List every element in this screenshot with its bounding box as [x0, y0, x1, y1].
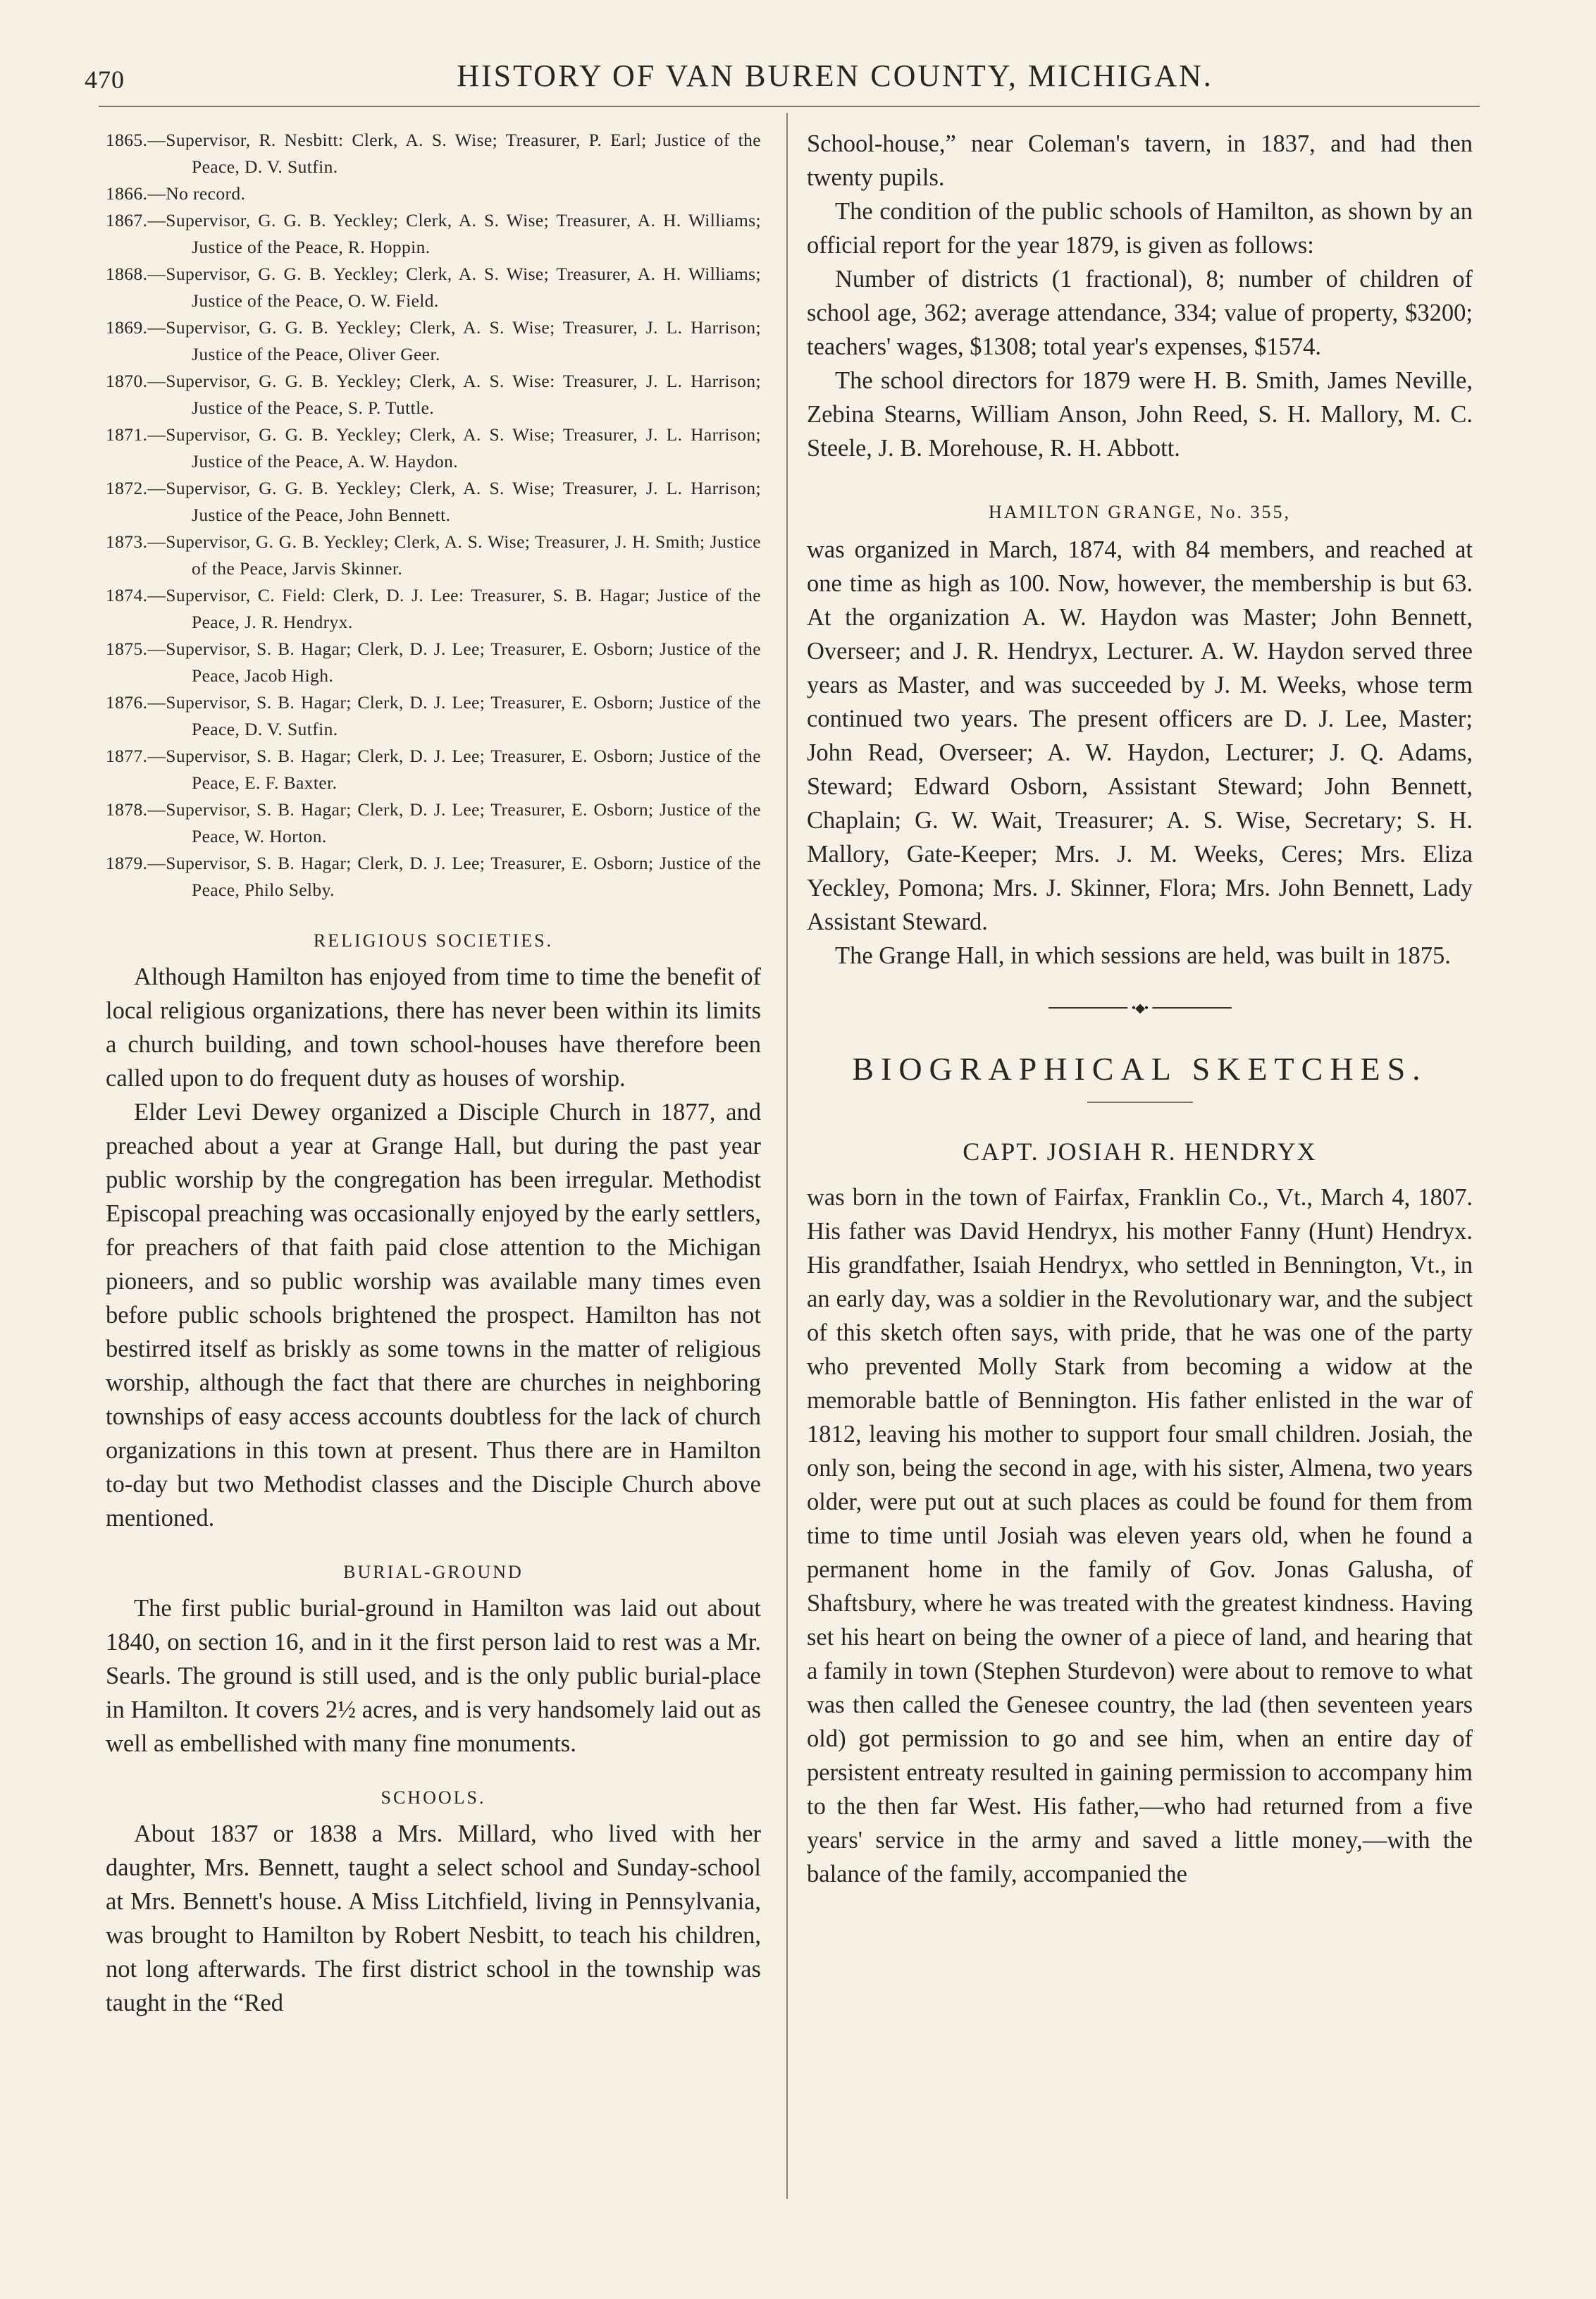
divider-ornament-icon: •◆•: [1127, 1001, 1152, 1015]
title-rule: [1087, 1102, 1193, 1103]
township-officers-list: [106, 127, 761, 904]
right-column: [807, 127, 1473, 1891]
header-rule: [99, 106, 1480, 107]
biography-text: was born in the town of Fairfax, Franklin Co., Vt., March 4, 1807. His father was David Hendryx, his mother Fanny (Hunt) Hendryx. His grandfather, Isaiah Hendryx, who settled in Bennington, Vt., in an early day, was a soldier in the Revolutionary war, and the subject of this sketch often says, with pride, that he was one of the party who prevented Molly Stark from becoming a widow at the memorable battle of Bennington. His father enlisted in the war of 1812, leaving his mother to support four small children. Josiah, the only son, being the second in age, with his sister, Almena, two years older, were put out at such places as could be found for them from time to time until Josiah was eleven years old, when he found a permanent home in the family of Gov. Jonas Galusha, of Shaftsbury, where he was treated with the greatest kindness. Having set his heart on being the owner of a piece of land, and hearing that a family in town (Stephen Sturdevon) were about to remove to what was then called the Genesee country, the lad (then seventeen years old) got permission to go and see him, when an entire day of persistent entreaty resulted in gaining permission to accompany him to the then far West. His father,—who had returned from a five years' service in the army and saved a little money,—with the balance of the family, accompanied the: [807, 1184, 1473, 1887]
running-title: HISTORY OF VAN BUREN COUNTY, MICHIGAN.: [457, 58, 1213, 93]
body-paragraph: Although Hamilton has enjoyed from time to time the benefit of local religious organizations, there has never been within its limits a church building, and town school-houses have therefore been called upon to do frequent duty as houses of worship.: [106, 963, 761, 1092]
officer-record: 1877.—Supervisor, S. B. Hagar; Clerk, D. J. Lee; Treasurer, E. Osborn; Justice of the Peace, E. F. Baxter.: [106, 746, 761, 793]
officer-record: 1879.—Supervisor, S. B. Hagar; Clerk, D. J. Lee; Treasurer, E. Osborn; Justice of the Peace, Philo Selby.: [106, 853, 761, 900]
page-header: [85, 55, 1501, 104]
body-paragraph: was organized in March, 1874, with 84 members, and reached at one time as high as 100. Now, however, the membership is but 63. At the organization A. W. Haydon was Master; John Bennett, Overseer; and J. R. Hendryx, Lecturer. A. W. Haydon served three years as Master, and was succeeded by J. M. Weeks, whose term continued two years. The present officers are D. J. Lee, Master; John Read, Overseer; A. W. Haydon, Lecturer; J. Q. Adams, Steward; Edward Osborn, Assistant Steward; John Bennett, Chaplain; G. W. Wait, Treasurer; A. S. Wise, Secretary; S. H. Mallory, Gate-Keeper; Mrs. J. M. Weeks, Ceres; Mrs. Eliza Yeckley, Pomona; Mrs. J. Skinner, Flora; Mrs. John Bennett, Lady Assistant Steward.: [807, 536, 1473, 935]
officer-record: 1871.—Supervisor, G. G. B. Yeckley; Clerk, A. S. Wise; Treasurer, J. L. Harrison; Justice of the Peace, A. W. Haydon.: [106, 424, 761, 471]
body-paragraph: School-house,” near Coleman's tavern, in 1837, and had then twenty pupils.: [807, 130, 1473, 191]
biography-subject-name: CAPT. JOSIAH R. HENDRYX: [963, 1138, 1317, 1166]
body-paragraph: The Grange Hall, in which sessions are held, was built in 1875.: [835, 942, 1451, 969]
body-paragraph: Elder Levi Dewey organized a Disciple Church in 1877, and preached about a year at Grange Hall, but during the past year public worship by the congregation has been irregular. Methodist Episcopal preaching was occasionally enjoyed by the early settlers, for preachers of that faith paid close attention to the Michigan pioneers, and so public worship was available many times even before public schools brightened the prospect. Hamilton has not bestirred itself as briskly as some towns in the matter of religious worship, although the fact that there are churches in neighboring townships of easy access accounts doubtless for the lack of church organizations in this town at present. Thus there are in Hamilton to-day but two Methodist classes and the Disciple Church above mentioned.: [106, 1099, 761, 1531]
column-divider: [786, 113, 788, 2199]
officer-record: 1874.—Supervisor, C. Field: Clerk, D. J. Lee: Treasurer, S. B. Hagar; Justice of the Peace, J. R. Hendryx.: [106, 585, 761, 632]
grange-heading: HAMILTON GRANGE, No. 355,: [989, 502, 1291, 522]
officer-record: 1865.—Supervisor, R. Nesbitt: Clerk, A. S. Wise; Treasurer, P. Earl; Justice of the Peace, D. V. Sutfin.: [106, 130, 761, 177]
officer-record: 1868.—Supervisor, G. G. B. Yeckley; Clerk, A. S. Wise; Treasurer, A. H. Williams; Justice of the Peace, O. W. Field.: [106, 264, 761, 311]
body-paragraph: The school directors for 1879 were H. B. Smith, James Neville, Zebina Stearns, William Anson, John Reed, S. H. Mallory, M. C. Steele, J. B. Morehouse, R. H. Abbott.: [807, 367, 1473, 462]
left-column: [106, 127, 761, 2020]
page-number: 470: [85, 66, 125, 94]
officer-record: 1875.—Supervisor, S. B. Hagar; Clerk, D. J. Lee; Treasurer, E. Osborn; Justice of the Peace, Jacob High.: [106, 639, 761, 686]
officer-record: 1878.—Supervisor, S. B. Hagar; Clerk, D. J. Lee; Treasurer, E. Osborn; Justice of the Peace, W. Horton.: [106, 799, 761, 846]
body-paragraph: The first public burial-ground in Hamilton was laid out about 1840, on section 16, and in it the first person laid to rest was a Mr. Searls. The ground is still used, and is the only public burial-place in Hamilton. It covers 2½ acres, and is very handsomely laid out as well as embellished with many fine monuments.: [106, 1595, 761, 1757]
officer-record: 1876.—Supervisor, S. B. Hagar; Clerk, D. J. Lee; Treasurer, E. Osborn; Justice of the Peace, D. V. Sutfin.: [106, 692, 761, 739]
body-paragraph: About 1837 or 1838 a Mrs. Millard, who lived with her daughter, Mrs. Bennett, taught a select school and Sunday-school at Mrs. Bennett's house. A Miss Litchfield, living in Pennsylvania, was brought to Hamilton by Robert Nesbitt, to teach his children, not long afterwards. The first district school in the township was taught in the “Red: [106, 1820, 761, 2016]
ornamental-divider: [1048, 1001, 1232, 1015]
body-paragraph: The condition of the public schools of Hamilton, as shown by an official report for the year 1879, is given as follows:: [807, 198, 1473, 259]
officer-record: 1866.—No record.: [106, 183, 246, 204]
officer-record: 1870.—Supervisor, G. G. B. Yeckley; Clerk, A. S. Wise: Treasurer, J. L. Harrison; Justice of the Peace, S. P. Tuttle.: [106, 371, 761, 418]
officer-record: 1869.—Supervisor, G. G. B. Yeckley; Clerk, A. S. Wise; Treasurer, J. L. Harrison; Justice of the Peace, Oliver Geer.: [106, 317, 761, 364]
religious-societies-heading: RELIGIOUS SOCIETIES.: [313, 930, 554, 951]
burial-ground-heading: BURIAL-GROUND: [343, 1562, 524, 1582]
schools-heading: SCHOOLS.: [381, 1787, 486, 1808]
biographical-sketches-title: BIOGRAPHICAL SKETCHES.: [852, 1051, 1428, 1087]
officer-record: 1867.—Supervisor, G. G. B. Yeckley; Clerk, A. S. Wise; Treasurer, A. H. Williams; Justice of the Peace, R. Hoppin.: [106, 210, 761, 257]
body-paragraph: Number of districts (1 fractional), 8; number of children of school age, 362; average attendance, 334; value of property, $3200; teachers' wages, $1308; total year's expenses, $1574.: [807, 266, 1473, 360]
officer-record: 1873.—Supervisor, G. G. B. Yeckley; Clerk, A. S. Wise; Treasurer, J. H. Smith; Justice of the Peace, Jarvis Skinner.: [106, 531, 761, 579]
officer-record: 1872.—Supervisor, G. G. B. Yeckley; Clerk, A. S. Wise; Treasurer, J. L. Harrison; Justice of the Peace, John Bennett.: [106, 478, 761, 525]
